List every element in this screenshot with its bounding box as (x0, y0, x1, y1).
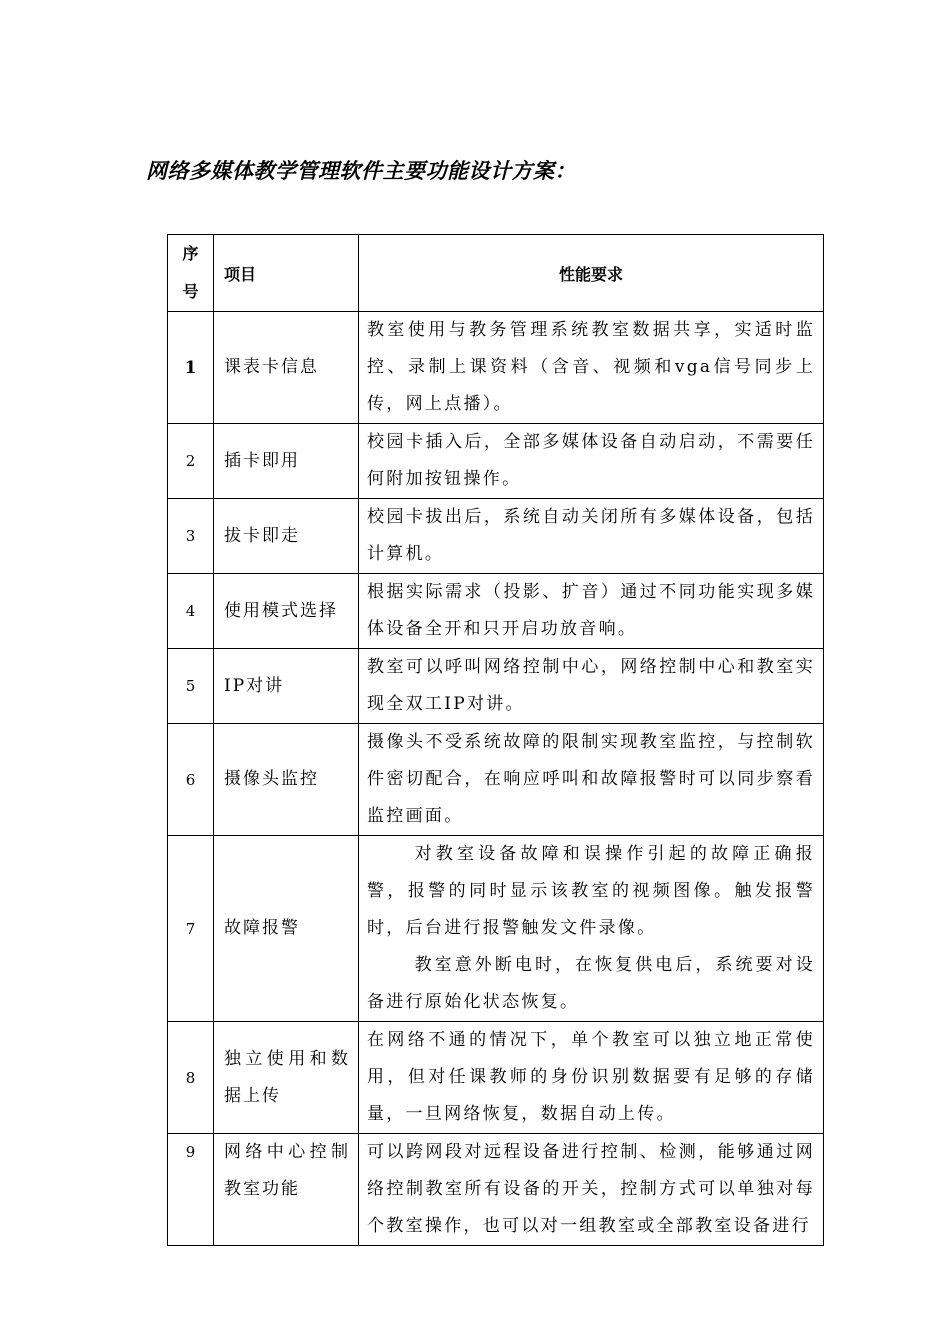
table-row (168, 649, 824, 724)
row-no: 3 (168, 499, 214, 574)
row-requirement (359, 724, 824, 836)
row-item: 插卡即用 (214, 424, 359, 499)
requirement-paragraph: 校园卡插入后，全部多媒体设备自动启动，不需要任何附加按钮操作。 (367, 432, 815, 489)
row-no: 2 (168, 424, 214, 499)
header-requirement: 性能要求 (359, 235, 824, 312)
requirement-paragraph: 教室使用与教务管理系统教室数据共享，实适时监控、录制上课资料（含音、视频和vga信号同步上传，网上点播）。 (367, 320, 815, 414)
row-requirement (359, 649, 824, 724)
row-no: 9 (168, 1134, 214, 1246)
row-requirement (359, 499, 824, 574)
row-requirement (359, 574, 824, 649)
row-item: 独立使用和数据上传 (214, 1022, 359, 1134)
table-row (168, 724, 824, 836)
row-no: 7 (168, 836, 214, 1022)
requirement-paragraph: 对教室设备故障和误操作引起的故障正确报警，报警的同时显示该教室的视频图像。触发报警时，后台进行报警触发文件录像。 (367, 844, 815, 938)
row-item: 课表卡信息 (214, 312, 359, 424)
row-no: 8 (168, 1022, 214, 1134)
table-row (168, 1134, 824, 1246)
row-requirement (359, 424, 824, 499)
requirement-paragraph: 可以跨网段对远程设备进行控制、检测，能够通过网络控制教室所有设备的开关，控制方式可以单独对每个教室操作，也可以对一组教室或全部教室设备进行 (367, 1142, 815, 1236)
row-item: 拔卡即走 (214, 499, 359, 574)
table-row (168, 836, 824, 1022)
row-no: 6 (168, 724, 214, 836)
requirement-paragraph: 摄像头不受系统故障的限制实现教室监控，与控制软件密切配合，在响应呼叫和故障报警时可以同步察看监控画面。 (367, 732, 815, 826)
table-header-row (168, 235, 824, 312)
row-requirement (359, 1134, 824, 1246)
row-requirement (359, 836, 824, 1022)
row-no: 1 (168, 312, 214, 424)
requirement-paragraph: 教室意外断电时，在恢复供电后，系统要对设备进行原始化状态恢复。 (367, 955, 815, 1012)
table-row (168, 424, 824, 499)
row-requirement (359, 1022, 824, 1134)
row-item: 网络中心控制教室功能 (214, 1134, 359, 1246)
requirement-paragraph: 在网络不通的情况下，单个教室可以独立地正常使用，但对任课教师的身份识别数据要有足够的存储量，一旦网络恢复，数据自动上传。 (367, 1030, 815, 1124)
row-no: 5 (168, 649, 214, 724)
table-row (168, 312, 824, 424)
requirement-paragraph: 根据实际需求（投影、扩音）通过不同功能实现多媒体设备全开和只开启功放音响。 (367, 582, 815, 639)
row-item: 故障报警 (214, 836, 359, 1022)
row-requirement (359, 312, 824, 424)
row-no: 4 (168, 574, 214, 649)
table-row (168, 574, 824, 649)
page-title: 网络多媒体教学管理软件主要功能设计方案： (146, 159, 576, 183)
requirement-paragraph: 教室可以呼叫网络控制中心，网络控制中心和教室实现全双工IP对讲。 (367, 657, 815, 714)
row-item: IP对讲 (214, 649, 359, 724)
header-item: 项目 (214, 235, 359, 312)
row-item: 摄像头监控 (214, 724, 359, 836)
row-item: 使用模式选择 (214, 574, 359, 649)
requirement-paragraph: 校园卡拔出后，系统自动关闭所有多媒体设备，包括计算机。 (367, 507, 815, 564)
requirements-table (167, 234, 824, 1246)
table-row (168, 1022, 824, 1134)
header-no: 序号 (168, 235, 214, 312)
table-row (168, 499, 824, 574)
